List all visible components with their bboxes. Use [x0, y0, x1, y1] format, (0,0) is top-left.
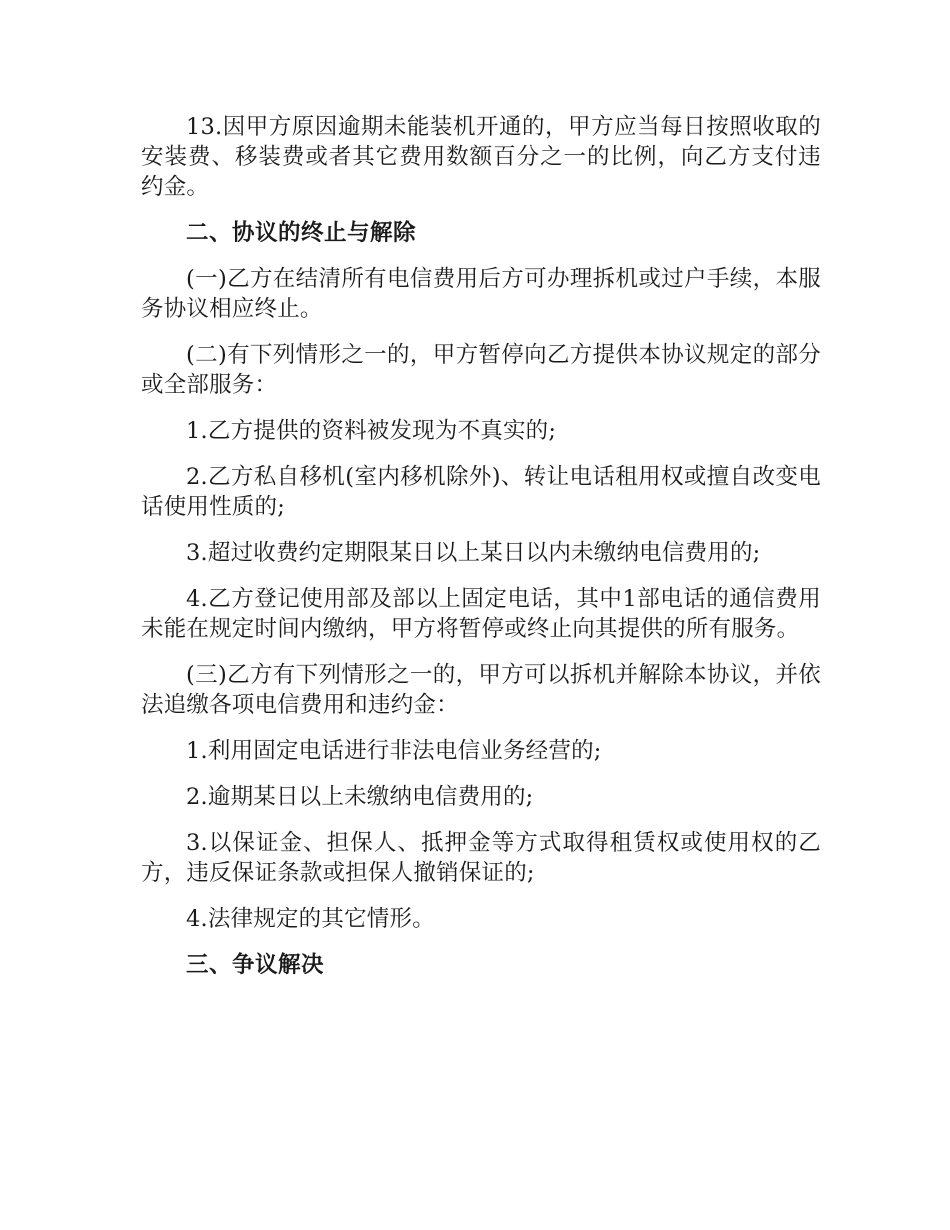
suspension-item-3: 3.超过收费约定期限某日以上某日以内未缴纳电信费用的; [186, 540, 761, 566]
dismantle-item-4: 4.法律规定的其它情形。 [186, 906, 435, 932]
suspension-conditions-paragraph: (二)有下列情形之一的，甲方暂停向乙方提供本协议规定的部分或全部服务： [141, 342, 821, 398]
suspension-item-4: 4.乙方登记使用部及部以上固定电话，其中1部电话的通信费用未能在规定时间内缴纳，甲方将暂停或终止向其提供的所有服务。 [141, 586, 821, 642]
dismantle-conditions-paragraph: (三)乙方有下列情形之一的，甲方可以拆机并解除本协议，并依法追缴各项电信费用和违约金： [141, 662, 821, 718]
dismantle-item-3: 3.以保证金、担保人、抵押金等方式取得租赁权或使用权的乙方，违反保证条款或担保人撤销保证的; [141, 830, 821, 886]
dismantle-item-1: 1.利用固定电话进行非法电信业务经营的; [186, 738, 602, 764]
section-heading-termination: 二、协议的终止与解除 [186, 220, 417, 246]
clause-13-paragraph: 13.因甲方原因逾期未能装机开通的，甲方应当每日按照收取的安装费、移装费或者其它费用数额百分之一的比例，向乙方支付违约金。 [141, 114, 821, 200]
termination-item-1-paragraph: (一)乙方在结清所有电信费用后方可办理拆机或过户手续，本服务协议相应终止。 [141, 266, 821, 322]
section-heading-dispute: 三、争议解决 [186, 952, 325, 978]
dismantle-item-2: 2.逾期某日以上未缴纳电信费用的; [186, 784, 534, 810]
suspension-item-1: 1.乙方提供的资料被发现为不真实的; [186, 418, 557, 444]
document-body [141, 112, 821, 996]
suspension-item-2: 2.乙方私自移机(室内移机除外)、转让电话租用权或擅自改变电话使用性质的; [141, 464, 821, 520]
